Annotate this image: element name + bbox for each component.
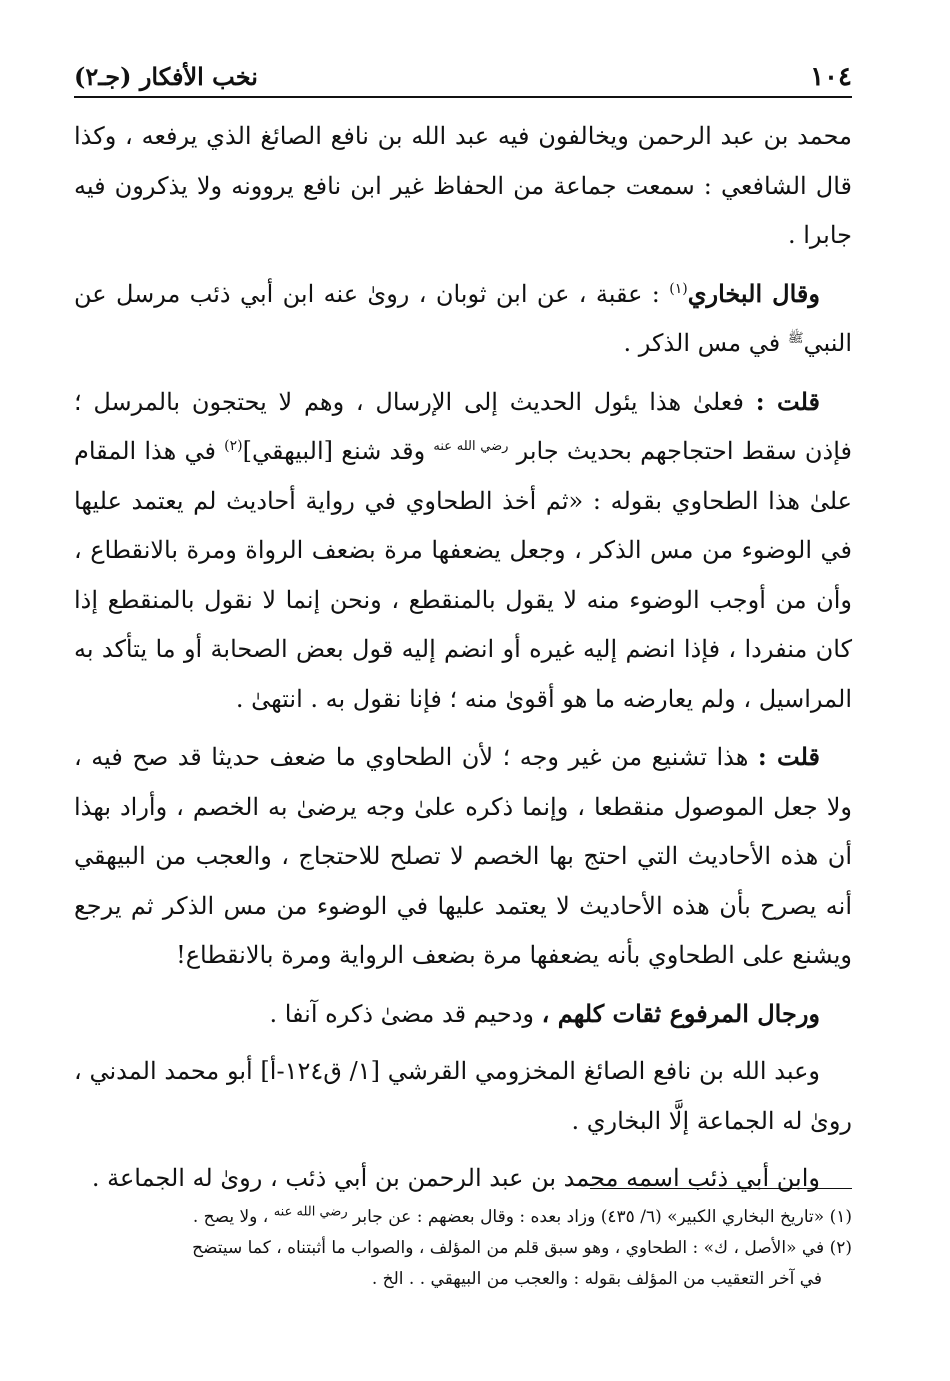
honorific-symbol: رضي الله عنه [433,439,509,454]
footnote-text: (١) «تاريخ البخاري الكبير» (٦/ ٤٣٥) وزاد بعده : وقال بعضهم : عن جابر [347,1207,852,1227]
paragraph-lead: قلت : [757,742,820,771]
paragraph-1: محمد بن عبد الرحمن ويخالفون فيه عبد الله بن نافع الصائغ الذي يرفعه ، وكذا قال الشافعي : سمعت جماعة من الحفاظ غير ابن نافع يروونه ولا يذكرون فيه جابرا . [74,122,852,249]
footnotes [74,1202,852,1295]
footnote-1 [74,1202,852,1233]
footnote-divider [590,1188,852,1189]
paragraph-6: وعبد الله بن نافع الصائغ المخزومي القرشي [١/ ق١٢٤-أ] أبو محمد المدني ، روىٰ له الجماعة إلَّا البخاري . [74,1057,852,1135]
main-text [74,112,852,1212]
paragraph-2 [74,269,852,369]
paragraph-text: هذا تشنيع من غير وجه ؛ لأن الطحاوي ما ضعف حديثا قد صح فيه ، ولا جعل الموصول منقطعا ، وإنما ذكره علىٰ وجه يرضىٰ به الخصم ، وأراد بهذا أن هذه الأحاديث التي احتج بها الخصم لا تصلح للاحتجاج ، والعجب من البيهقي أنه يصرح بأن هذه الأحاديث لا يعتمد عليها في الوضوء من مس الذكر ثم يرجع ويشنع على الطحاوي بأنه يضعفها مرة بضعف الرواية ومرة بالانقطاع! [74,743,852,969]
page-number: ١٠٤ [810,62,852,92]
header-divider [74,96,852,98]
paragraph-text: : عقبة ، عن ابن ثوبان ، روىٰ عنه ابن أبي ذئب مرسل عن النبي [74,279,852,357]
footnote-text: ، ولا يصح . [192,1207,274,1227]
paragraph-text: ودحيم قد مضىٰ ذكره آنفا . [269,999,542,1028]
footnote-2: (٢) في «الأصل ، ك» : الطحاوي ، وهو سبق قلم من المؤلف ، والصواب ما أثبتناه ، كما سيتضح [192,1238,852,1258]
footnote-2-continuation: في آخر التعقيب من المؤلف بقوله : والعجب من البيهقي . . الخ . [371,1269,822,1289]
paragraph-text: وقد شنع [البيهقي] [242,437,434,465]
honorific-symbol: رضي الله عنه [273,1204,348,1220]
paragraph-4 [74,732,852,981]
running-title: نخب الأفكار (جـ٢) [74,62,258,91]
paragraph-7: وابن أبي ذئب اسمه محمد بن عبد الرحمن بن أبي ذئب ، روىٰ له الجماعة . [91,1164,820,1192]
footnote-marker-2[interactable]: (٢) [224,438,243,454]
paragraph-text: في مس الذكر . [623,329,788,357]
paragraph-5 [74,989,852,1040]
footnote-marker-1[interactable]: (١) [669,280,688,297]
honorific-symbol: ﷺ [787,331,804,346]
paragraph-3 [74,377,852,725]
paragraph-lead: وقال البخاري [687,278,820,308]
paragraph-text: في هذا المقام علىٰ هذا الطحاوي بقوله : «ثم أخذ الطحاوي في رواية أحاديث لم يعتمد عليها في الوضوء من مس الذكر ، وجعل يضعفها مرة بضعف الرواة ومرة بالانقطاع ، وأن من أوجب الوضوء منه لا يقول بالمنقطع ، ونحن إنما لا نقول بالمنقطع إذا كان منفردا ، فإذا انضم إليه غيره أو انضم إليه قول بعض الصحابة أو ما يتأكد به المراسيل ، ولم يعارضه ما هو أقوىٰ منه ؛ فإنا نقول به . انتهىٰ . [74,437,852,713]
paragraph-text: فعلىٰ هذا يئول الحديث إلى الإرسال ، وهم لا يحتجون بالمرسل ؛ فإذن سقط احتجاجهم بحديث جابر [74,387,853,465]
paragraph-lead: ورجال المرفوع ثقات كلهم ، [541,998,820,1028]
page-header [74,54,852,94]
paragraph-lead: قلت : [755,386,821,416]
